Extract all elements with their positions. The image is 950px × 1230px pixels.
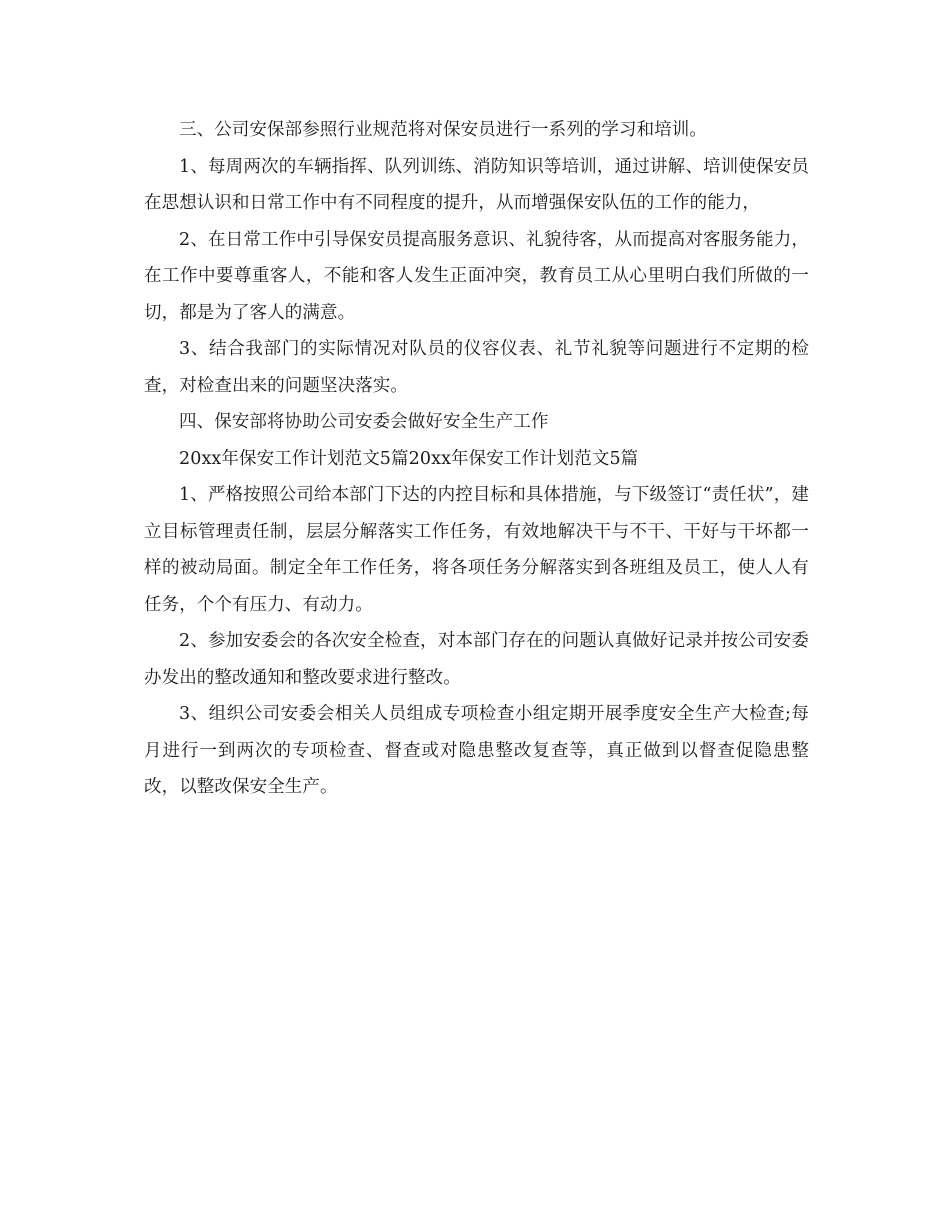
section-heading-training: 三、公司安保部参照行业规范将对保安员进行一系列的学习和培训。 — [179, 120, 707, 140]
paragraph-training-2: 2、在日常工作中引导保安员提高服务意识、礼貌待客，从而提高对客服务能力，在工作中要尊重客人，不能和客人发生正面冲突，教育员工从心里明白我们所做的一切，都是为了客人的满意。 — [144, 229, 809, 323]
paragraph-safety-1: 1、严格按照公司给本部门下达的内控目标和具体措施，与下级签订“责任状”，建立目标管理责任制，层层分解落实工作任务，有效地解决干与不干、干好与干坏都一样的被动局面。制定全年工作任务，将各项任务分解落实到各班组及员工，使人人有任务，个个有压力、有动力。 — [144, 485, 809, 615]
paragraph-safety-3: 3、组织公司安委会相关人员组成专项检查小组定期开展季度安全生产大检查;每月进行一到两次的专项检查、督查或对隐患整改复查等，真正做到以督查促隐患整改，以整改保安全生产。 — [144, 704, 809, 797]
paragraph-safety-2: 2、参加安委会的各次安全检查，对本部门存在的问题认真做好记录并按公司安委办发出的整改通知和整改要求进行整改。 — [144, 631, 809, 688]
document-body — [144, 112, 809, 806]
document-subtitle: 20xx年保安工作计划范文5篇20xx年保安工作计划范文5篇 — [179, 448, 639, 469]
paragraph-training-3: 3、结合我部门的实际情况对队员的仪容仪表、礼节礼貌等问题进行不定期的检查，对检查出来的问题坚决落实。 — [144, 339, 809, 396]
section-heading-safety: 四、保安部将协助公司安委会做好安全生产工作 — [179, 412, 549, 432]
paragraph-training-1: 1、每周两次的车辆指挥、队列训练、消防知识等培训，通过讲解、培训使保安员在思想认识和日常工作中有不同程度的提升，从而增强保安队伍的工作的能力， — [144, 156, 809, 213]
